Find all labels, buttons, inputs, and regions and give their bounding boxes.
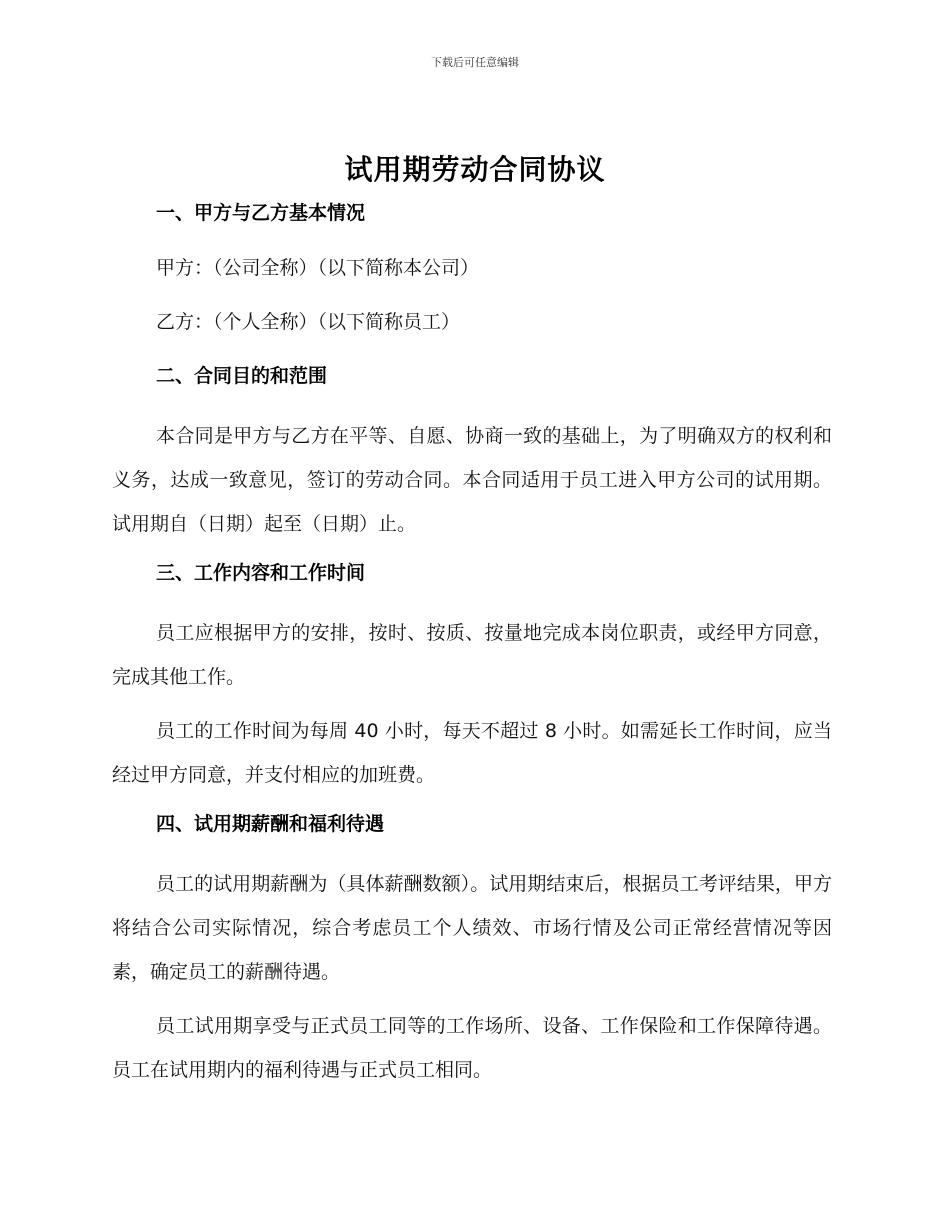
- work-time-paragraph: 员工的工作时间为每周 40 小时，每天不超过 8 小时。如需延长工作时间，应当经过甲方同意，并支付相应的加班费。: [112, 720, 832, 786]
- section-heading-salary: 四、试用期薪酬和福利待遇: [156, 813, 385, 835]
- salary-paragraph: 员工的试用期薪酬为（具体薪酬数额）。试用期结束后，根据员工考评结果，甲方将结合公司实际情况，综合考虑员工个人绩效、市场行情及公司正常经营情况等因素，确定员工的薪酬待遇。: [112, 873, 832, 983]
- purpose-paragraph: 本合同是甲方与乙方在平等、自愿、协商一致的基础上，为了明确双方的权利和义务，达成一致意见，签订的劳动合同。本合同适用于员工进入甲方公司的试用期。试用期自（日期）起至（日期）止。: [112, 425, 832, 535]
- section-heading-work: 三、工作内容和工作时间: [156, 562, 366, 584]
- party-a-line: 甲方：（公司全称）（以下简称本公司）: [156, 257, 480, 279]
- document-title: 试用期劳动合同协议: [344, 153, 606, 186]
- party-b-line: 乙方：（个人全称）（以下简称员工）: [156, 311, 461, 333]
- benefits-paragraph: 员工试用期享受与正式员工同等的工作场所、设备、工作保险和工作保障待遇。员工在试用期内的福利待遇与正式员工相同。: [112, 1015, 832, 1081]
- section-heading-parties: 一、甲方与乙方基本情况: [156, 202, 366, 224]
- header-note: 下载后可任意编辑: [431, 56, 519, 69]
- document-body: [112, 196, 832, 1102]
- section-heading-purpose: 二、合同目的和范围: [156, 365, 328, 387]
- work-content-paragraph: 员工应根据甲方的安排，按时、按质、按量地完成本岗位职责，或经甲方同意，完成其他工作。: [112, 622, 832, 688]
